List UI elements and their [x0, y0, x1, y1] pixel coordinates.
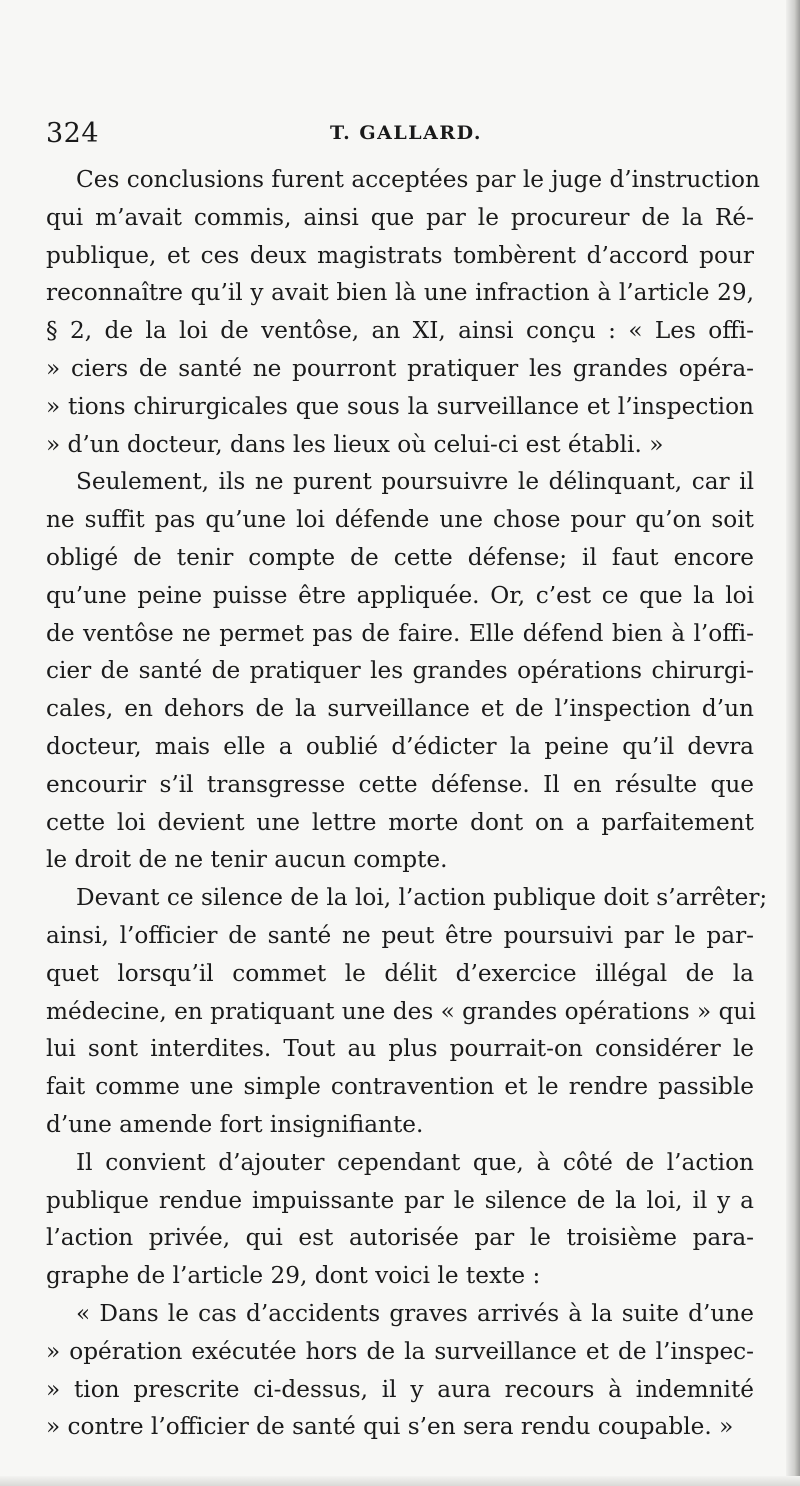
text-line: fait comme une simple contravention et le rendre passible [46, 1073, 754, 1101]
paragraph [46, 161, 760, 463]
paragraph [46, 1144, 754, 1295]
text-line: docteur, mais elle a oublié d’édicter la peine qu’il devra [46, 732, 754, 760]
text-line: de ventôse ne permet pas de faire. Elle défend bien à l’offi- [46, 619, 754, 647]
text-line: le droit de ne tenir aucun compte. [46, 846, 448, 874]
body-text [46, 161, 768, 1446]
page-bottom-edge [0, 1476, 800, 1486]
text-line: médecine, en pratiquant une des « grandes opérations » qui [46, 997, 756, 1025]
text-line: graphe de l’article 29, dont voici le texte : [46, 1262, 541, 1290]
page-header [46, 118, 766, 158]
paragraph [46, 879, 768, 1144]
text-line: Ces conclusions furent acceptées par le juge d’instruction [76, 166, 760, 193]
text-line: d’une amende fort insignifiante. [46, 1110, 424, 1138]
paragraph [46, 463, 754, 879]
page-edge-shadow [786, 0, 800, 1486]
text-line: » tions chirurgicales que sous la surveillance et l’inspection [46, 392, 754, 420]
text-line: cales, en dehors de la surveillance et de l’inspection d’un [46, 695, 754, 723]
running-title: T. GALLARD. [329, 122, 483, 144]
text-line: » opération exécutée hors de la surveillance et de l’inspec- [46, 1337, 754, 1365]
page-number: 324 [46, 118, 100, 149]
text-line: « Dans le cas d’accidents graves arrivés à la suite d’une [76, 1299, 754, 1327]
text-line: qui m’avait commis, ainsi que par le procureur de la Ré- [46, 203, 754, 231]
text-line: Seulement, ils ne purent poursuivre le délinquant, car il [76, 468, 754, 496]
text-line: cier de santé de pratiquer les grandes opérations chirurgi- [46, 657, 754, 685]
text-line: publique, et ces deux magistrats tombèrent d’accord pour [46, 241, 754, 269]
text-line: encourir s’il transgresse cette défense. Il en résulte que [46, 770, 754, 798]
text-line: lui sont interdites. Tout au plus pourrait-on considérer le [46, 1035, 754, 1063]
text-line: ne suffit pas qu’une loi défende une chose pour qu’on soit [46, 506, 754, 534]
text-line: l’action privée, qui est autorisée par le troisième para- [46, 1224, 754, 1252]
text-line: » ciers de santé ne pourront pratiquer les grandes opéra- [46, 354, 754, 382]
text-line: » d’un docteur, dans les lieux où celui-ci est établi. » [46, 430, 664, 458]
text-line: quet lorsqu’il commet le délit d’exercice illégal de la [46, 959, 754, 987]
text-line: publique rendue impuissante par le silence de la loi, il y a [46, 1186, 754, 1214]
text-line: » tion prescrite ci-dessus, il y aura recours à indemnité [46, 1375, 754, 1403]
paragraph [46, 1295, 754, 1446]
text-line: » contre l’officier de santé qui s’en sera rendu coupable. » [46, 1413, 734, 1441]
text-line: obligé de tenir compte de cette défense; il faut encore [46, 543, 754, 571]
text-line: qu’une peine puisse être appliquée. Or, c’est ce que la loi [46, 581, 754, 609]
text-line: Devant ce silence de la loi, l’action publique doit s’arrêter; [76, 884, 768, 912]
text-line: ainsi, l’officier de santé ne peut être poursuivi par le par- [46, 921, 754, 949]
text-line: § 2, de la loi de ventôse, an XI, ainsi conçu : « Les offi- [46, 317, 754, 345]
text-line: reconnaître qu’il y avait bien là une infraction à l’article 29, [46, 279, 754, 307]
text-line: cette loi devient une lettre morte dont on a parfaitement [46, 808, 754, 836]
text-line: Il convient d’ajouter cependant que, à côté de l’action [76, 1148, 754, 1176]
